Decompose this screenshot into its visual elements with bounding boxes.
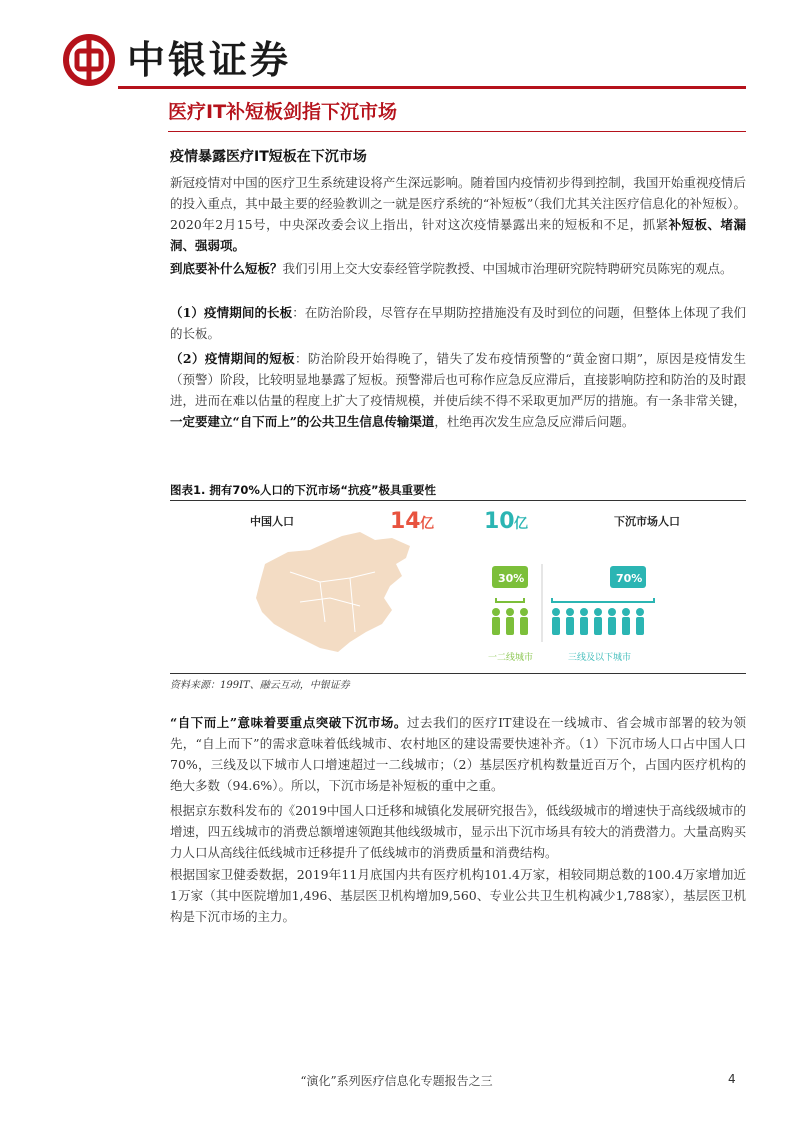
category-tier12: 一二线城市	[488, 653, 534, 663]
number-14: 14	[390, 509, 421, 534]
paragraph-7: 根据国家卫健委数据，2019年11月底国内共有医疗机构101.4万家，相较同期总数的100.4万家增加近1万家（其中医院增加1,496、基层医卫机构增加9,560、专业公共卫生机构减少1,788家），基层医卫机构是下沉市场的主力。	[170, 867, 746, 924]
figure-top-rule	[170, 500, 746, 501]
brand-name: 中银证券	[127, 37, 292, 82]
bracket-left	[496, 598, 524, 602]
section-title: 医疗IT补短板剑指下沉市场	[168, 101, 398, 123]
page-number: 4	[728, 1072, 736, 1086]
paragraph-1: 新冠疫情对中国的医疗卫生系统建设将产生深远影响。随着国内疫情初步得到控制，我国开始重视疫情后的投入重点，其中最主要的经验教训之一就是医疗系统的“补短板”（我们尤其关注医疗信息化的补短板）。2020年2月15号，中央深改委会议上指出，针对这次疫情暴露出来的短板和不足，抓紧补短板、堵漏洞、强弱项。	[170, 175, 746, 253]
paragraph-5: “自下而上”意味着要重点突破下沉市场。过去我们的医疗IT建设在一线城市、省会城市部署的较为领先，“自上而下”的需求意味着低线城市、农村地区的建设需要快速补齐。（1）下沉市场人口占中国人口70%，三线及以下城市人口增速超过一二线城市；（2）基层医疗机构数量近百万个，占国内医疗机构的绝大多数（94.6%）。所以，下沉市场是补短板的重中之重。	[170, 715, 746, 793]
header-rule	[118, 86, 746, 89]
bank-of-china-logo	[63, 34, 115, 86]
pct-70: 70%	[616, 572, 643, 585]
china-map	[256, 532, 410, 652]
people-teal	[552, 608, 644, 635]
figure-caption: 图表1. 拥有70%人口的下沉市场“抗疫”极具重要性	[170, 483, 437, 497]
unit-right: 亿	[514, 516, 528, 532]
paragraph-2: 到底要补什么短板？我们引用上交大安泰经管学院教授、中国城市治理研究院特聘研究员陈宪的观点。	[170, 261, 733, 276]
label-sinking-population: 下沉市场人口	[614, 515, 680, 528]
label-china-population: 中国人口	[250, 515, 294, 528]
figure-source: 资料来源：199IT、融云互动，中银证券	[170, 680, 350, 691]
number-10: 10	[484, 509, 515, 534]
paragraph-3: （1）疫情期间的长板：在防治阶段，尽管存在早期防控措施没有及时到位的问题，但整体上体现了我们的长板。	[170, 305, 746, 341]
title-rule	[168, 131, 746, 132]
paragraph-6: 根据京东数科发布的《2019中国人口迁移和城镇化发展研究报告》，低线级城市的增速快于高线级城市的增速，四五线城市的消费总额增速领跑其他线级城市，显示出下沉市场具有较大的消费潜力。大量高购买力人口从高线往低线城市迁移提升了低线城市的消费质量和消费结构。	[170, 803, 746, 860]
paragraph-4: （2）疫情期间的短板：防治阶段开始得晚了，错失了发布疫情预警的“黄金窗口期”，原因是疫情发生（预警）阶段，比较明显地暴露了短板。预警滞后也可称作应急反应滞后，直接影响防控和防治的及时跟进，进而在难以估量的程度上扩大了疫情规模，并使后续不得不采取更加严厉的措施。有一条非常关键，一定要建立“自下而上”的公共卫生信息传输渠道，杜绝再次发生应急反应滞后问题。	[170, 351, 746, 429]
figure-infographic	[170, 502, 746, 672]
sub-heading: 疫情暴露医疗IT短板在下沉市场	[170, 149, 367, 165]
people-green	[492, 608, 528, 635]
pct-30: 30%	[498, 572, 525, 585]
category-tier3-below: 三线及以下城市	[568, 653, 632, 663]
footer-text: “演化”系列医疗信息化专题报告之三	[300, 1074, 493, 1088]
bracket-right	[552, 598, 654, 602]
unit-left: 亿	[420, 516, 434, 532]
figure-bottom-rule	[170, 673, 746, 674]
